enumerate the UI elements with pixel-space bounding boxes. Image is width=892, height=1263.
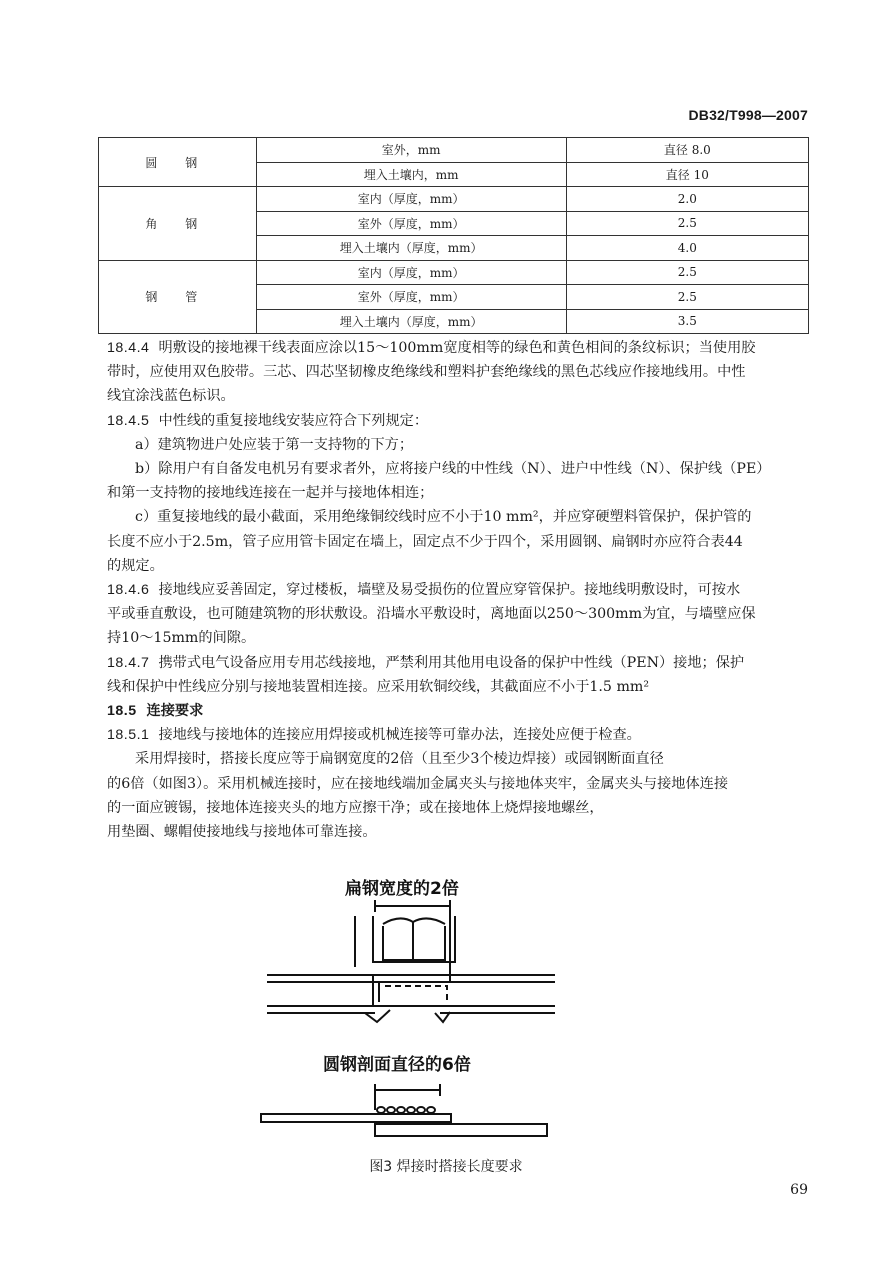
round-steel-label: 圆钢剖面直径的6倍 (323, 1055, 471, 1075)
condition-cell: 室外（厚度，mm） (256, 285, 566, 310)
clause-text: 线宜涂浅蓝色标识。 (107, 388, 235, 405)
table-row (99, 260, 809, 285)
list-item: a）建筑物进户处应装于第一支持物的下方； (135, 436, 414, 453)
clause-number: 18.5.1 (107, 727, 150, 744)
clause-text: 携带式电气设备应用专用芯线接地，严禁利用其他用电设备的保护中性线（PEN）接地；保护 (158, 654, 745, 671)
list-item: c）重复接地线的最小截面，采用绝缘铜绞线时应不小于10 mm²，并应穿硬塑料管保护，保护管的 (135, 509, 752, 526)
clause-text: 明敷设的接地裸干线表面应涂以15～100mm宽度相等的绿色和黄色相间的条纹标识；当使用胶 (158, 340, 756, 356)
value-cell: 2.5 (566, 211, 808, 236)
clause-text: 平或垂直敷设，也可随建筑物的形状敷设。沿墙水平敷设时，离地面以250～300mm为宜，与墙壁应保 (107, 606, 756, 623)
list-item-continued: 长度不应小于2.5m，管子应用管卡固定在墙上，固定点不少于四个，采用圆钢、扁钢时亦应符合表44 (107, 533, 743, 550)
body-text (107, 336, 809, 844)
table-row (99, 187, 809, 212)
clause-18-4-5-line (107, 409, 809, 433)
value-cell: 直径 10 (566, 162, 808, 187)
clause-text: 线和保护中性线应分别与接地装置相连接。应采用软铜绞线，其截面应不小于1.5 mm² (107, 678, 650, 695)
clause-number: 18.4.4 (107, 340, 150, 356)
condition-cell: 室内（厚度，mm） (256, 187, 566, 212)
section-heading (107, 699, 809, 723)
clause-number: 18.4.7 (107, 654, 150, 671)
value-cell: 2.0 (566, 187, 808, 212)
table-row (99, 138, 809, 163)
flat-steel-label: 扁钢宽度的2倍 (345, 879, 459, 899)
row-group-label: 圆 钢 (99, 138, 257, 187)
condition-cell: 埋入土壤内，mm (256, 162, 566, 187)
welding-diagram-drawing (255, 862, 565, 1152)
clause-number: 18.4.6 (107, 582, 150, 599)
value-cell: 2.5 (566, 285, 808, 310)
page-number: 69 (790, 1182, 808, 1198)
value-cell: 4.0 (566, 236, 808, 261)
clause-title: 中性线的重复接地线安装应符合下列规定： (158, 412, 429, 429)
condition-cell: 埋入土壤内（厚度，mm） (256, 236, 566, 261)
condition-cell: 埋入土壤内（厚度，mm） (256, 309, 566, 334)
clause-18-4-6-line (107, 578, 809, 602)
clause-number: 18.4.5 (107, 412, 150, 429)
list-item-continued: 和第一支持物的接地线连接在一起并与接地体相连； (107, 485, 434, 502)
clause-18-4-7-line (107, 651, 809, 675)
value-cell: 直径 8.0 (566, 138, 808, 163)
row-group-label: 角 钢 (99, 187, 257, 261)
document-code: DB32/T998—2007 (688, 107, 808, 123)
value-cell: 3.5 (566, 309, 808, 334)
condition-cell: 室内（厚度，mm） (256, 260, 566, 285)
material-spec-table (98, 137, 809, 334)
clause-text: 的一面应镀锡，接地体连接夹头的地方应擦干净；或在接地体上烧焊接地螺丝， (107, 799, 604, 816)
clause-18-4-4-line (107, 336, 809, 360)
clause-text: 持10～15mm的间隙。 (107, 630, 256, 647)
clause-text: 接地线与接地体的连接应用焊接或机械连接等可靠办法，连接处应便于检查。 (158, 727, 641, 744)
list-item: b）除用户有自备发电机另有要求者外，应将接户线的中性线（N）、进户中性线（N）、保护线（PE） (135, 461, 771, 478)
clause-text: 用垫圈、螺帽使接地线与接地体可靠连接。 (107, 824, 377, 841)
welding-overlap-figure (255, 862, 565, 1152)
condition-cell: 室外（厚度，mm） (256, 211, 566, 236)
value-cell: 2.5 (566, 260, 808, 285)
condition-cell: 室外，mm (256, 138, 566, 163)
clause-text: 采用焊接时，搭接长度应等于扁钢宽度的2倍（且至少3个棱边焊接）或园钢断面直径 (135, 751, 664, 768)
clause-18-5-1-line (107, 723, 809, 747)
list-item-continued: 的规定。 (107, 557, 164, 574)
section-number: 18.5 (107, 703, 137, 720)
clause-text: 接地线应妥善固定，穿过楼板，墙壁及易受损伤的位置应穿管保护。接地线明敷设时，可按水 (158, 582, 741, 599)
section-title: 连接要求 (146, 703, 204, 720)
row-group-label: 钢 管 (99, 260, 257, 334)
clause-text: 带时，应使用双色胶带。三芯、四芯坚韧橡皮绝缘线和塑料护套绝缘线的黑色芯线应作接地线用。中性 (107, 364, 746, 381)
figure-caption: 图3 焊接时搭接长度要求 (369, 1159, 523, 1175)
clause-text: 的6倍（如图3）。采用机械连接时，应在接地线端加金属夹头与接地体夹牢，金属夹头与接地体连接 (107, 775, 729, 792)
